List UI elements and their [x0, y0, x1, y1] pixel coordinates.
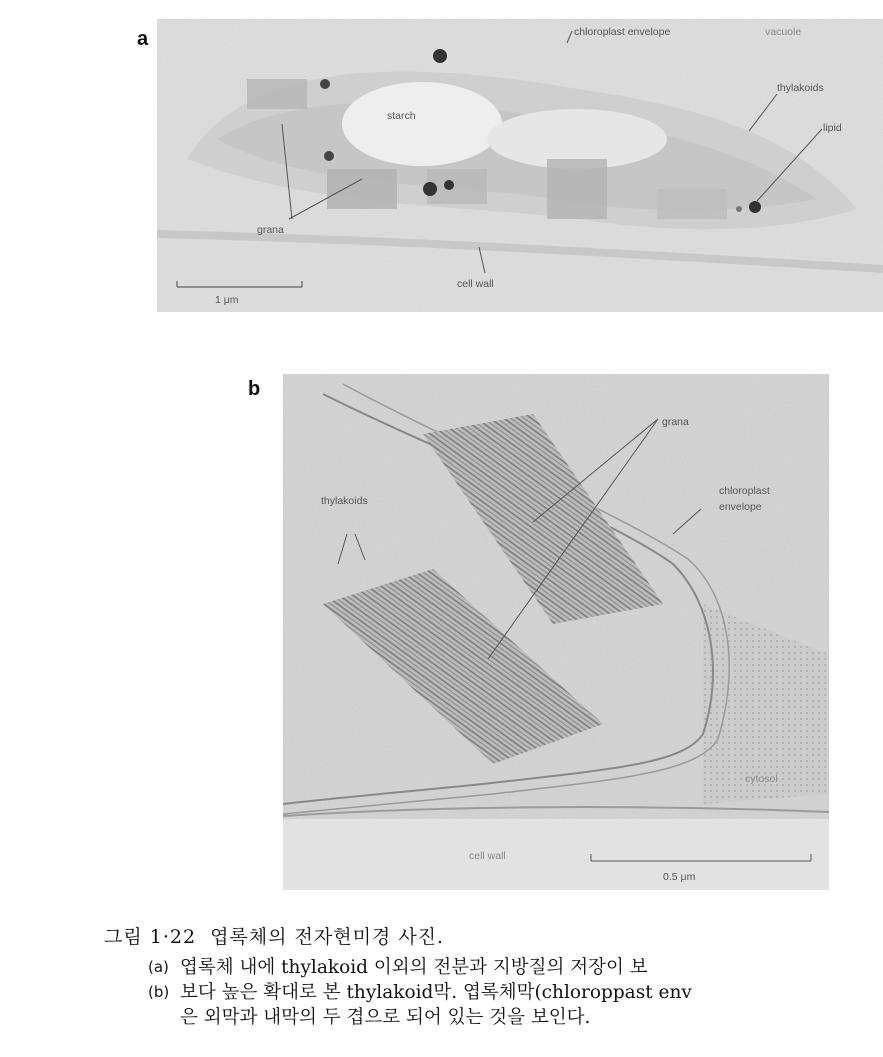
- label-b-cytosol: cytosol: [745, 773, 778, 785]
- caption-item-b-text-cont: 은 외막과 내막의 두 겹으로 되어 있는 것을 보인다.: [180, 1007, 591, 1028]
- label-b-grana: grana: [662, 416, 689, 428]
- micrograph-b: [283, 374, 829, 890]
- caption-item-a-text: 엽록체 내에 thylakoid 이외의 전분과 지방질의 저장이 보: [180, 957, 648, 978]
- label-b-scale: 0.5 μm: [663, 871, 696, 883]
- caption-item-a: [104, 955, 883, 980]
- panel-b-letter: b: [248, 378, 261, 400]
- label-a-lipid: lipid: [823, 122, 842, 134]
- caption-item-b: [104, 980, 883, 1005]
- panel-a-letter: a: [137, 28, 149, 50]
- micrograph-a-image: [157, 19, 883, 312]
- caption-item-b-text: 보다 높은 확대로 본 thylakoid막. 엽록체막(chloroppast env: [180, 982, 692, 1003]
- caption-item-b-tag: (b): [148, 983, 170, 1001]
- caption-item-a-tag: (a): [148, 958, 169, 976]
- label-a-thylakoids: thylakoids: [777, 82, 824, 94]
- label-a-grana: grana: [257, 224, 284, 236]
- label-b-cell-wall: cell wall: [469, 850, 506, 862]
- micrograph-a: [157, 19, 883, 312]
- caption-title-line: [104, 922, 883, 949]
- caption-item-b-continued: [104, 1005, 883, 1030]
- label-a-chloroplast-envelope: chloroplast envelope: [574, 26, 671, 38]
- figure-number: 그림 1·22: [104, 926, 197, 948]
- micrograph-b-image: [283, 374, 829, 890]
- label-b-thylakoids: thylakoids: [321, 495, 368, 507]
- caption-title: 엽록체의 전자현미경 사진.: [210, 926, 445, 948]
- figure-caption: [104, 922, 883, 1030]
- label-b-envelope: envelope: [719, 501, 762, 513]
- label-b-chloroplast: chloroplast: [719, 485, 770, 497]
- label-a-starch: starch: [387, 110, 416, 122]
- label-a-cell-wall: cell wall: [457, 278, 494, 290]
- label-a-scale: 1 μm: [215, 294, 239, 306]
- label-a-vacuole: vacuole: [765, 26, 802, 38]
